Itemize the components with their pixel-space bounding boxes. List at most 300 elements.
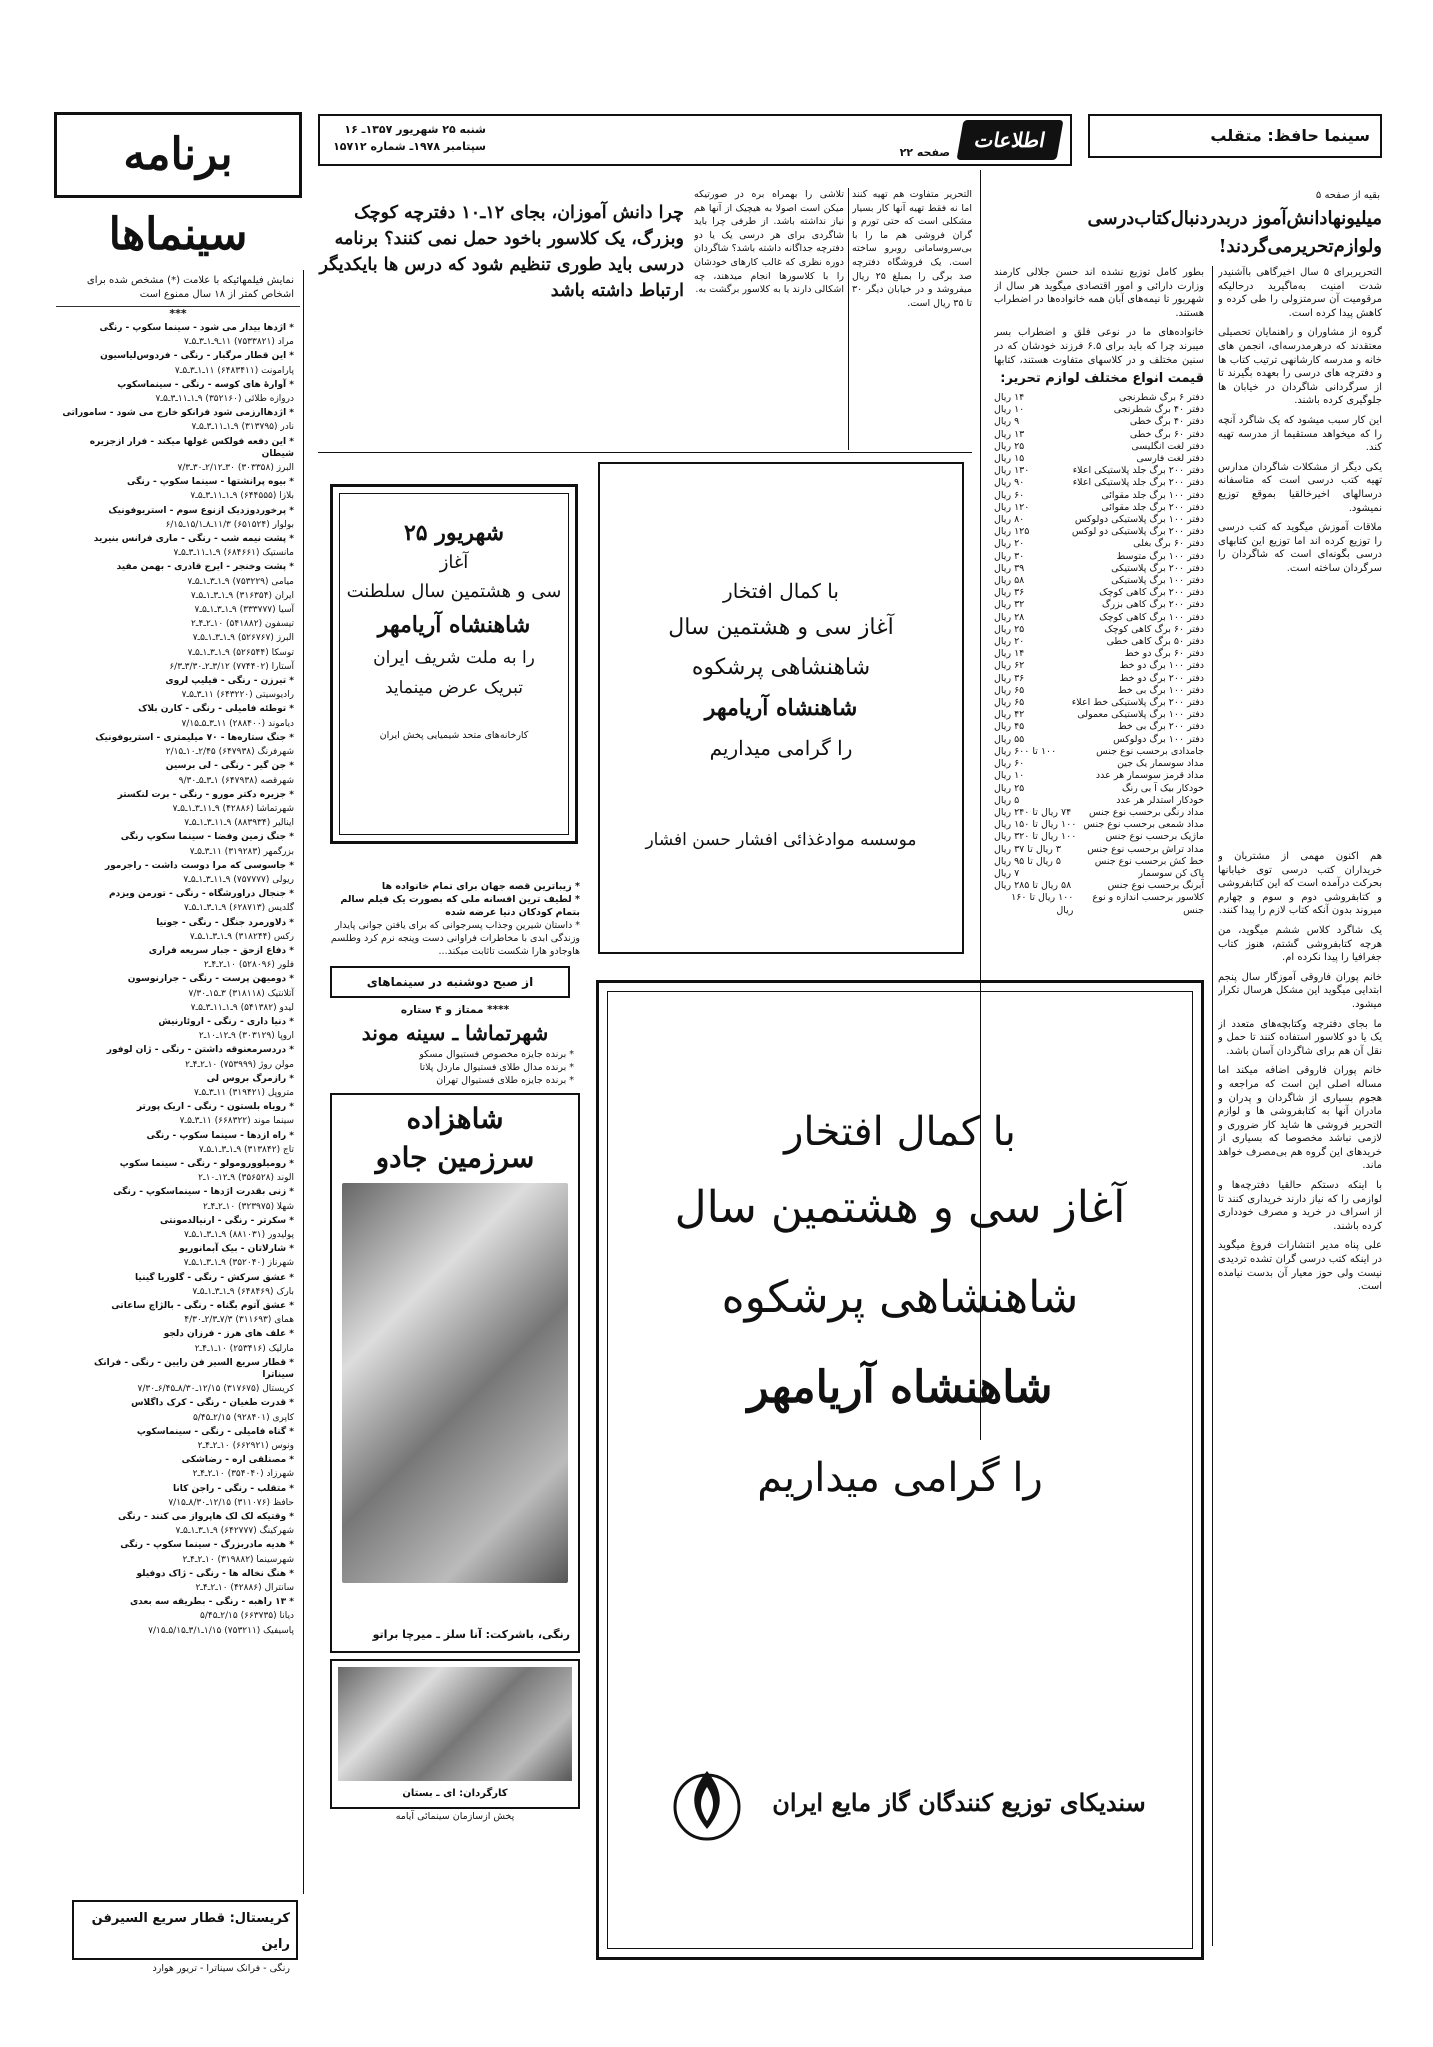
price-row — [994, 648, 1204, 660]
film-bullet: * لطیف ترین افسانه ملی که بصورت یک فیلم سالم بتمام کودکان دنیا عرضه شده — [340, 894, 580, 918]
article-col-b — [994, 266, 1204, 366]
cinema-list-item: * متقلب - رنگی - راجن کانا — [172, 1483, 294, 1494]
cinema-list-item: * عشق آتوم بگناه - رنگی - بالژاچ ساعاتی — [111, 1301, 294, 1312]
cinema-list-item: سانترال (۴۲۸۸۶) ۱۰ـ۲ـ۴ـ۲ — [195, 1583, 294, 1594]
cinema-list-column — [54, 270, 302, 1890]
cinema-list-item: * جنجال دراورشگاه - رنگی - تورمن ویزدم — [109, 889, 294, 900]
film-poster-image — [342, 1183, 568, 1583]
shahanshah-small-ad — [330, 484, 578, 844]
afshar-ad-l2: آغاز سی و هشتمین سال — [668, 615, 894, 640]
cinema-list-item: بارک (۶۴۸۴۶۹) ۹ـ۱ـ۳ـ۱ـ۵ـ۷ — [192, 1286, 294, 1297]
price-value: ۱۰ ریال — [994, 404, 1025, 416]
cinema-list-item: دروازه طلائی (۳۵۲۱۶۰) ۹ـ۱ـ۱۱ـ۳ـ۵ـ۷ — [155, 394, 294, 405]
price-row — [994, 807, 1204, 819]
small-ad-l5: تبریک عرض مینماید — [384, 678, 524, 698]
price-item: کلاسور برحسب اندازه و نوع جنس — [1092, 892, 1204, 916]
price-value: ۶۰ ریال — [994, 758, 1025, 770]
article-paragraph: علی پناه مدیر انتشارات فروغ میگوید در اینکه کتب درسی گران تشده‌ تردیدی نیست ولی حوز معیار آن بدست نیامده است. — [1218, 1240, 1382, 1293]
price-item: دفتر ۱۰۰ برگ پلاستیکی دولوکس — [1074, 514, 1204, 526]
cinema-list-item: فلور (۵۲۸۰۹۶) ۱۰ـ۲ـ۴ـ۲ — [203, 960, 294, 971]
cinema-list-item: ایران (۳۱۶۳۵۴) ۹ـ۱ـ۳ـ۱ـ۵ـ۷ — [190, 590, 294, 601]
cinema-list-item: * این قطار مرگبار - رنگی - فردوس‌لیاسیون — [100, 351, 294, 362]
film-bullet: * داستان شیرین وجذاب پسرجوانی که برای یافتن جوانی پایدار وزندگی ابدی با مخاطرات فراوانی دست وپنجه نرم کرد وطلسم هاوجادو هارا شکست تاثابت میکند... — [330, 920, 580, 957]
cinema-list-item: * قطار سریع السیر فن رایین - رنگی - فرانک سیناترا — [94, 1357, 294, 1381]
film-still — [330, 1659, 580, 1809]
film-rating: ممتاز و ۴ ستاره **** — [400, 1004, 510, 1016]
cinema-list-item: مراد (۷۵۳۳۸۲۱) ۱۱ـ۹ـ۱ـ۳ـ۵ـ۷ — [184, 337, 294, 348]
cinema-list-item: حافظ (۳۱۱۰۷۶) ۱۲/۱۵ـ۸/۳۰ـ۷/۱۵ — [168, 1497, 294, 1508]
price-value: ۲۸ ریال — [994, 611, 1025, 623]
cinema-list-item: نادر (۳۱۳۷۹۵) ۹ـ۱ـ۱۱ـ۳ـ۵ـ۷ — [191, 422, 294, 433]
cinema-list-item: * شارلاتان - بیک آبمانوریو — [179, 1244, 294, 1255]
price-value: ۳۹ ریال — [994, 562, 1025, 574]
small-ad-sig: کارخانه‌های متحد شیمیایی پخش ایران — [379, 730, 529, 741]
price-row — [994, 563, 1204, 575]
price-value: ۲۰ ریال — [994, 636, 1025, 648]
price-value: ۱۰۰ ریال تا ۱۵۰ ریال — [994, 819, 1077, 831]
cinema-list-item: * بیوه پرانشتها - سینما سکوپ - رنگی — [127, 477, 294, 488]
price-item: دفتر ۱۰۰ برگ پلاستیکی — [1111, 575, 1204, 587]
price-row — [994, 746, 1204, 758]
cinema-list-item: * پشت نیمه شب - رنگی - ماری فرانس بنیرید — [93, 534, 294, 545]
price-row — [994, 465, 1204, 477]
price-item: دفتر ۱۰۰ برگ دو خط — [1119, 660, 1204, 672]
article-paragraph: التحریربرای ۵ سال اخیرگاهی باآشنیدر شدت امنیت به‌ما‌گیرید درحالیکه مرقومیت آن سرمتزولی را طی کرده و کاهش پیدا کرده است. — [1218, 267, 1382, 319]
film-bullet: * زیباترین قصه جهان برای تمام خانواده ها — [381, 881, 580, 892]
price-item: دفتر ۲۰۰ برگ کاهی بزرگ — [1102, 599, 1204, 611]
price-value: ۷۴ ریال تا ۲۴۰ ریال — [994, 806, 1072, 818]
price-item: مداد رنگی برحسب نوع جنس — [1088, 806, 1204, 818]
article-paragraph: خانواده‌های ما در نوعی فلق و اضطراب بسر میبرند چرا که باید برای ۶.۵ فرزند خودشان که در سنین مختلف و در کلاسهای متفاوت هستند، کتابها — [994, 327, 1204, 366]
cinema-list-item: کریستال (۳۱۷۶۷۵) ۱۲/۱۵ـ۸/۳۰ـ۶/۴۵ـ۷/۳۰ — [137, 1384, 294, 1395]
cinema-list-item: شهرناز (۳۵۲۰۴۰) ۹ـ۱ـ۳ـ۱ـ۵ـ۷ — [183, 1258, 294, 1269]
cinema-list-item: شهرتماشا (۴۲۸۸۶) ۹ـ۱۱ـ۳ـ۱ـ۵ـ۷ — [172, 803, 294, 814]
price-row — [994, 844, 1204, 856]
price-value: ۱۴ ریال — [994, 392, 1025, 403]
price-item: دفتر ۲۰۰ برگ کاهی کوچک — [1099, 587, 1204, 599]
article-paragraph: با اینکه دستکم حالقیا دفترچه‌ها و لوازمی را که نیاز دارند خریداری کنند تا از اسراف در خرید و مصرف خودداری کرده باشند. — [1218, 1180, 1382, 1232]
cinema-list-item: * هدیه مادربزرگ - سینما سکوپ - رنگی — [120, 1540, 294, 1551]
cinema-list-item: تاج (۳۱۳۸۴۲) ۹ـ۱ـ۳ـ۱ـ۵ـ۷ — [198, 1144, 294, 1155]
cinema-list-item: * دفاع ازحق - جبار سریعه فراری — [148, 945, 294, 956]
film-ad — [330, 880, 580, 1960]
price-item: مداد تراش برحسب نوع جنس — [1087, 843, 1204, 855]
cinema-list-item: البرز (۵۲۶۷۶۷) ۹ـ۱ـ۳ـ۱ـ۵ـ۷ — [192, 633, 294, 644]
price-value: ۲۵ ریال — [994, 440, 1025, 452]
price-item: مداد شمعی برحسب نوع جنس — [1083, 819, 1204, 831]
cinema-list-item: بزرگمهر (۳۱۹۲۸۳) ۱۱ـ۳ـ۵ـ۷ — [189, 846, 294, 857]
article-col-c — [1218, 850, 1382, 1940]
film-distributor: پخش ازسازمان سینمائی آیامه — [395, 1811, 515, 1822]
afshar-ad-l5: را گرامی میداریم — [709, 736, 853, 760]
afshar-ad-l3: شاهنشاهی پرشکوه — [691, 655, 871, 680]
cinema-list-item: اروپا (۳۰۳۱۲۹) ۹ـ۱۲ـ۱۰ـ۲ — [198, 1031, 294, 1042]
price-value: ۸۰ ریال — [994, 514, 1025, 526]
price-item: خودکار بیک آ بی رنگ — [1121, 782, 1204, 794]
cinema-list-item: رکس (۳۱۸۲۴۴) ۹ـ۱ـ۳ـ۱ـ۵ـ۷ — [189, 931, 294, 942]
cinema-list-item: * اژدها بیدار می شود - سینما سکوپ - رنگی — [99, 323, 294, 333]
price-item: دفتر لغت انگلیسی — [1131, 440, 1204, 452]
small-ad-l1: آغاز — [439, 552, 469, 573]
cinema-list-item: میامی (۷۵۳۲۲۹) ۹ـ۱ـ۳ـ۱ـ۵ـ۷ — [187, 576, 294, 587]
price-row — [994, 599, 1204, 611]
price-value: ۹ ریال — [994, 416, 1020, 428]
price-row — [994, 416, 1204, 428]
cinema-list-item: توسکا (۵۲۶۵۴۴) ۹ـ۱ـ۳ـ۱ـ۵ـ۷ — [187, 647, 294, 658]
price-item: ماژیک برحسب نوع جنس — [1105, 831, 1204, 843]
cinema-list-item: پولیدور (۸۸۱۰۳۱) ۹ـ۱ـ۳ـ۱ـ۵ـ۷ — [183, 1230, 294, 1240]
cinema-list-item: * تیرزن - رنگی - فیلیپ لروی — [165, 676, 294, 687]
cinema-list-item: دیاموند (۲۸۸۴۰۰) ۱۱ـ۳ـ۵ـ۷/۱۵ — [181, 718, 294, 729]
cinema-list-item: شهلا (۳۲۳۹۷۵) ۱۰ـ۲ـ۴ـ۲ — [203, 1201, 294, 1212]
price-row — [994, 795, 1204, 807]
price-value: ۶۵ ریال — [994, 697, 1025, 709]
price-value: ۱۵ ریال — [994, 453, 1025, 465]
article-paragraph: بطور کامل توزیع نشده اند حسن جلالی کارمند وزارت دارائی و امور اقتصادی میگوید هر سال از شهریور تا نیمه‌های آبان همه خانواده‌ها در اضطراب هستند. — [994, 267, 1204, 319]
article-paragraph: هم اکنون مهمی از مشتریان و خریداران کتب درسی توی خیابانها بحرکت درآمده است که این کتابفروشی و کتابفروشی دوم و سوم و چهارم میروند بدون آنکه کتاب لازم را پیدا کنند. — [1218, 851, 1382, 917]
film-bullets — [330, 880, 580, 958]
big-ad-logo — [671, 1763, 743, 1843]
cinema-list-item: آتلانتیک (۳۱۸۱۱۸) ۳ـ۱۵ـ۷/۳۰ — [188, 988, 294, 999]
cinema-list-item: همای (۳۱۱۶۹۳) ۷/۳ـ۲/۳ـ۴/۳۰ — [184, 1315, 294, 1326]
bottom-ad-title: کریستال: قطار سریع السیرفن راین — [74, 1902, 296, 1959]
price-row — [994, 636, 1204, 648]
price-row — [994, 819, 1204, 831]
price-row — [994, 477, 1204, 489]
cinema-list — [56, 321, 300, 1638]
price-item: دفتر ۱۰۰ برگ کاهی کوچک — [1099, 611, 1204, 623]
cinema-list-item: * پشت وخنجر - ایرج قادری - بهمن مفید — [116, 562, 294, 573]
price-value: ۳۶ ریال — [994, 587, 1025, 599]
big-ad-l2: آغاز سی و هشتمین سال — [674, 1182, 1126, 1233]
cinema-list-item: * قدرت طغیان - رنگی - کرک داگلاس — [131, 1398, 294, 1409]
cinema-list-item: * علف های هرز - فرزان دلجو — [163, 1329, 294, 1340]
cinema-list-item: دیانا (۶۶۳۷۳۵) ۲/۱۵ـ۵/۴۵ — [200, 1611, 294, 1622]
price-item: دفتر ۲۰۰ برگ پلاستیکی دو لوکس — [1071, 526, 1204, 538]
article-paragraph: یک شاگرد کلاس ششم میگوید، من هرچه کتابفروشی گشتم، هنوز کتاب جغرافیا را پیدا نکرده ام. — [1218, 924, 1382, 964]
cinema-list-item: * جنگ زمین وفضا - سینما سکوپ رنگی — [120, 832, 294, 843]
cinema-list-item: * ۱۳ راهبه - رنگی - بطریقه سه بعدی — [129, 1597, 294, 1608]
cinema-list-item: * این دفعه فولکس غولها میکند - فرار ازجزیره شیطان — [89, 436, 294, 459]
big-ad-l1: با کمال افتخار — [784, 1109, 1016, 1155]
price-item: دفتر ۲۰۰ برگ بی خط — [1117, 721, 1204, 733]
price-item: دفتر ۲۰۰ برگ جلد پلاستیکی اعلاء — [1072, 477, 1204, 489]
cinema-list-item: * وقتیکه لک لک هاپرواز می کنند - رنگی — [117, 1512, 294, 1523]
article-paragraph: خانم پوران فاروقی آموزگار سال پنجم ابتدایی میگوید این مشکل هرسال تکرار میشود. — [1218, 971, 1382, 1010]
cinema-list-item: الوند (۳۵۶۵۲۸) ۹ـ۱۲ـ۱۰ـ۲ — [198, 1173, 294, 1184]
price-value: ۳۰ ریال — [994, 550, 1025, 562]
cinema-list-item: * اژدها‌ارزمی شود فرانکو خارج می شود - ساموراتی — [62, 408, 294, 419]
price-row — [994, 514, 1204, 526]
price-row — [994, 392, 1204, 404]
film-cinemas: شهرتماشا ـ سینه موند — [361, 1021, 549, 1045]
cinema-list-item: * رومیلوورومولو - رنگی - سینما سکوپ — [119, 1158, 294, 1169]
price-list — [994, 392, 1204, 952]
feature-col-2: التحریر متفاوت هم تهیه کنند اما نه فقط تهیه آنها کار بسیار مشکلی است که حتی تورم و گران فروشی هم ما را با بی‌سروسامانی روبرو ساخته است. یک فروشگاه دفترچه صد برگی را بمبلغ ۲۵ ریال میفروشد و در خیابان دیگر ۳۰ تا ۳۵ ریال است. — [852, 189, 972, 309]
small-ad-l2: سی و هشتمین سال سلطنت — [346, 581, 562, 602]
price-row — [994, 624, 1204, 636]
price-value: ۳۲ ریال — [994, 599, 1025, 611]
cinema-list-item: * عشق سرکش - رنگی - گلوریا گینیا — [135, 1272, 294, 1283]
price-value: ۲۵ ریال — [994, 623, 1025, 635]
article-paragraph: این کار سبب میشود که یک شاگرد آنچه را که میخواهد مستقیما از مدرسه تهیه کند. — [1218, 414, 1382, 454]
cinema-list-item: البرز (۳۰۳۳۵۸) ۳۰ـ۲/۱۲ـ۳۰ـ۷/۳ — [177, 463, 294, 474]
cinema-list-item: * پرخوردوزدیک ازنوع سوم - استریوفونیک — [108, 505, 294, 516]
price-item: دفتر ۲۰۰ برگ دو خط — [1119, 672, 1204, 684]
price-item: مداد قرمز سوسمار هر عدد — [1095, 770, 1204, 782]
cinema-list-item: مانستیک (۶۸۴۶۶۱) ۹ـ۱ـ۱۱ـ۳ـ۵ـ۷ — [173, 548, 294, 559]
cinema-top-label: سینما حافظ: متقلب — [1210, 126, 1370, 145]
big-ad-l4: شاهنشاه آریامهر — [747, 1362, 1053, 1413]
film-title-2: سرزمین جادو — [375, 1141, 535, 1174]
article-paragraph: خانم پوران فاروقی اضافه میکند اما مساله اصلی این است که مراجعه و هجوم بسیاری از شاگردان و پدران و مادران آنها به کتابفروشی ها و لوازم التحریر فروشی ها شاید کار ضروری و لازمی نباشد مخصوصا که بسیاری از خریدهای این گروه هم بی‌مصرف خواهد ماند. — [1218, 1065, 1382, 1172]
cinema-list-item: * جن گیر - رنگی - لی برسین — [165, 761, 294, 772]
price-value: ۱۰ ریال — [994, 770, 1025, 782]
price-value: ۵ ریال — [994, 794, 1020, 806]
cinema-list-item: * مصنلقی اره - رضا‌شکی — [181, 1455, 294, 1466]
price-value: ۱۴ ریال — [994, 648, 1025, 660]
price-value: ۵۸ ریال تا ۲۸۵ ریال — [994, 880, 1072, 892]
newspaper-logo — [956, 120, 1063, 160]
price-value: ۲۰ ریال — [994, 538, 1025, 550]
big-ad-l3: شاهنشاهی پرشکوه — [721, 1272, 1079, 1323]
film-title-1: شاهزاده — [406, 1102, 504, 1135]
cinema-list-item: رادیوسیتی (۶۴۳۲۲۰) ۱۱ـ۳ـ۵ـ۷ — [181, 690, 294, 701]
price-value: ۱۲۵ ریال — [994, 526, 1030, 538]
cinema-list-item: * رازمرگ بروس لی — [206, 1073, 294, 1084]
price-title: قیمت انواع مختلف لوازم تحریر: — [1000, 371, 1204, 386]
cinema-list-item: * رویاه بلستون - رنگی - اریک پورتر — [136, 1102, 294, 1113]
price-value: ۱۳ ریال — [994, 428, 1025, 440]
price-item: دفتر ۴۰ برگ خطی — [1129, 416, 1204, 428]
price-row — [994, 685, 1204, 697]
newspaper-logo-text: اطلاعات — [972, 128, 1048, 152]
cinema-list-item: * دردسرمعنوقه داشتن - رنگی - ژان لوفور — [106, 1045, 294, 1056]
price-row — [994, 892, 1204, 916]
price-row — [994, 721, 1204, 733]
cinema-list-item: گلدیس (۶۲۸۷۱۳) ۹ـ۱ـ۳ـ۱ـ۵ـ۷ — [184, 903, 294, 914]
price-row — [994, 441, 1204, 453]
price-row — [994, 526, 1204, 538]
cinema-list-item: مارلیک (۲۵۳۴۱۶) ۱۰ـ۱ـ۴ـ۲ — [194, 1343, 294, 1354]
cinema-list-item: ونوس (۶۶۲۹۲۱) ۱۰ـ۲ـ۴ـ۲ — [197, 1441, 294, 1452]
cinema-list-item: بلازا (۶۴۴۵۵۵) ۹ـ۱ـ۱۱ـ۳ـ۵ـ۷ — [190, 491, 294, 502]
price-item: آبرنگ برحسب نوع جنس — [1107, 880, 1204, 892]
price-item: دفتر ۲۰۰ برگ جلد پلاستیکی اعلاء — [1072, 465, 1204, 477]
price-row — [994, 575, 1204, 587]
cinema-list-item: پاسیفیک (۷۵۳۲۱۱) ۱/۱۵ـ۳/۱ـ۵/۱۵ـ۷/۱۵ — [148, 1625, 294, 1636]
price-value: ۶۰ ریال — [994, 489, 1025, 501]
price-item: دفتر ۱۰۰ برگ متوسط — [1116, 550, 1204, 562]
program-title-box — [54, 112, 302, 260]
cinema-list-item: * آوارهٔ های کوسه - رنگی - سینماسکوپ — [117, 379, 294, 390]
film-award: * برنده جایزه طلای فستیوال تهران — [436, 1075, 574, 1086]
date-line-2: سپتامبر ۱۹۷۸ـ شماره ۱۵۷۱۲ — [333, 140, 486, 153]
price-value: ۷ ریال — [994, 867, 1020, 879]
cinema-list-item: * توطئه فامیلی - رنگی - کارن بلاک — [138, 704, 294, 715]
price-row — [994, 502, 1204, 514]
article-paragraph: گروه از مشاوران و راهنمایان تحصیلی معتقدند که درهرمدرسه‌ای، انجمن های خانه و مدرسه کارشانهی ترتیب کتاب ها و دفترچه های درسی را بعهده بگیرند تا از سرگردانی شاگردان در خیابان ها جلوگیری کرده باشند. — [1218, 327, 1382, 407]
cinema-list-item: * گناه فامیلی - رنگی - سینماسکوپ — [136, 1426, 294, 1437]
date-header — [318, 114, 1072, 166]
price-row — [994, 587, 1204, 599]
film-monday: از صبح دوشنبه در سینماهای — [366, 975, 534, 989]
flame-logo-icon — [671, 1763, 743, 1843]
bottom-cinema-ad — [72, 1900, 298, 1974]
price-item: دفتر ۲۰۰ برگ پلاستیکی خط اعلاء — [1071, 697, 1204, 709]
cinema-list-item: سینما موند (۶۶۸۳۲۲) ۱۱ـ۳ـ۵ـ۷ — [179, 1116, 294, 1127]
price-value: ۱۳۰ ریال — [994, 465, 1030, 477]
price-item: دفتر ۱۰۰ برگ بی خط — [1117, 684, 1204, 696]
price-item: دفتر ۱۰۰ برگ پلاستیکی معمولی — [1077, 709, 1204, 721]
cinema-list-item: متروپل (۳۱۹۴۲۱) ۱۱ـ۳ـ۵ـ۷ — [193, 1087, 294, 1098]
cinema-list-item: شهرسینما (۳۱۹۸۸۲) ۱۰ـ۲ـ۴ـ۲ — [182, 1554, 294, 1565]
cinema-list-item: شهرفرنگ (۶۴۷۹۳۸) ۲/۴۵ـ۱۰ـ۲/۱۵ — [165, 747, 294, 758]
cinema-list-item: ریولی (۷۵۷۷۷۷) ۹ـ۱۱ـ۳ـ۱ـ۵ـ۷ — [183, 874, 294, 885]
cinema-list-item: بولوار (۶۵۱۵۲۴) ۱۱/۳ـ۸ـ۱۵/۱ـ۶/۱۵ — [165, 519, 294, 530]
price-item: پاک کن سوسمار — [1138, 867, 1204, 879]
film-poster — [330, 1093, 580, 1653]
price-item: دفتر ۴۰ برگ شطرنجی — [1113, 404, 1204, 416]
price-item: دفتر ۵۰ برگ کاهی خطی — [1106, 636, 1204, 648]
price-row — [994, 758, 1204, 770]
cinema-list-item: * راه ازدها - سینما سکوپ - رنگی — [146, 1130, 294, 1141]
program-title: برنامه سینماها — [108, 129, 248, 260]
cinema-list-item: * دلاورمرد جنگل - رنگی - جونیا — [156, 917, 294, 928]
article-headline-1: میلیونهادانش‌آموز دربدردنبال‌کتاب‌درسی — [1087, 208, 1382, 229]
price-value: ۵۵ ریال — [994, 733, 1025, 745]
price-item: خط کش برحسب نوع جنس — [1094, 855, 1204, 867]
price-row — [994, 734, 1204, 746]
afshar-ad-l1: با کمال افتخار — [723, 579, 839, 603]
price-row — [994, 697, 1204, 709]
price-item: دفتر ۶۰ برگ خطی — [1129, 428, 1204, 440]
price-item: دفتر ۶ برگ شطرنجی — [1118, 392, 1204, 403]
price-item: جامدادی برحسب نوع جنس — [1096, 745, 1204, 757]
cinema-list-item: شهرقصه (۶۴۷۹۳۸) ۱ـ۳ـ۵ـ۹/۳۰ — [178, 775, 294, 786]
price-row — [994, 856, 1204, 868]
film-cast: رنگی، باشرکت: آنا سلز ـ میرچا براتو — [372, 1628, 570, 1641]
price-value: ۱۰۰ ریال تا ۱۶۰ ریال — [1011, 892, 1074, 916]
cinema-list-item: * جاسوسی که مرا دوست داشت - راجرمور — [104, 860, 294, 871]
afshar-ad — [598, 462, 964, 954]
price-item: دفتر ۱۰۰ برگ دولوکس — [1113, 733, 1204, 745]
bottom-ad-sub: رنگی - فرانک سیناترا - تریور هوارد — [152, 1963, 290, 1974]
cinema-list-item: * دنیا داری - رنگی - اروئارنیش — [158, 1016, 294, 1027]
cinema-list-item: * جنگ ستاره‌ها - ۷۰ میلیمتری - استریوفونیک — [95, 732, 294, 743]
big-ad-sig: سندیکای توزیع کنندگان گاز مایع ایران — [772, 1788, 1146, 1817]
article-paragraph: ملاقات آموزش میگوید که کتب درسی را توزیع کرده اند اما توزیع این کتابهای درسی بگونه‌ای است که شاگردان را سرگردان ساخته است. — [1218, 522, 1382, 574]
price-item: دفتر ۶۰ برگ دو خط — [1124, 648, 1204, 660]
price-item: مداد سوسمار یک جین — [1117, 758, 1204, 770]
price-item: دفتر ۶۰ برگ کاهی کوچک — [1104, 623, 1204, 635]
cinema-list-item: * جزیره دکتر مورو - رنگی - برت لنکستر — [117, 789, 294, 800]
film-award: * برنده جایزه مخصوص فستیوال مسکو — [419, 1049, 574, 1060]
price-value: ۵ ریال تا ۹۵ ریال — [994, 855, 1062, 867]
cinema-list-item: کاپری (۹۲۸۴۰۱) ۲/۱۵ـ۵/۴۵ — [192, 1412, 294, 1423]
price-row — [994, 673, 1204, 685]
afshar-ad-l4: شاهنشاه آریامهر — [704, 695, 858, 721]
article-paragraph: یکی دیگر از مشکلات شاگردان مدارس تهیه کتب درسی است که متاسفانه درسالهای اخیرخالقیا بموقع توزیع نمیشود. — [1218, 461, 1382, 514]
price-row — [994, 404, 1204, 416]
article-headline-2: ولوازم‌تحریرمی‌گردند! — [1218, 236, 1382, 257]
cinema-list-stars: *** — [169, 307, 187, 320]
cinema-list-item: مولن روژ (۷۵۳۹۹۹) ۱۰ـ۲ـ۴ـ۲ — [185, 1059, 294, 1070]
price-row — [994, 429, 1204, 441]
price-item: دفتر ۱۰۰ برگ جلد مقوائی — [1101, 489, 1204, 501]
big-ad-l5: را گرامی میداریم — [757, 1455, 1043, 1501]
price-value: ۳ ریال تا ۳۷ ریال — [994, 843, 1062, 855]
price-value: ۴۵ ریال — [994, 721, 1025, 733]
film-awards — [330, 1048, 580, 1087]
price-item: دفتر ۲۰۰ برگ جلد مقوائی — [1101, 501, 1204, 513]
cinema-top-box — [1088, 114, 1382, 158]
date-line-1: شنبه ۲۵ شهریور ۱۳۵۷ـ ۱۶ — [344, 123, 486, 136]
price-value: ۵۸ ریال — [994, 575, 1025, 587]
price-value: ۳۶ ریال — [994, 672, 1025, 684]
small-ad-l4: را به ملت شریف ایران — [373, 648, 535, 668]
cinema-list-item: شهرزاد (۳۵۴۰۴۰) ۱۰ـ۲ـ۴ـ۲ — [192, 1469, 294, 1480]
feature-col-1: تلاشی را بهمراه بره در صورتیکه میکن است اصولا به هیچیک از آنها هم نیاز نداشته باشد. از طرفی چرا باید شاگردی برای هر درسی یک یا دو دفترچه جداگانه داشته باشد؟ شاگردان دوره نظری که غالب کارهای خودشان را با کلاسورها انجام میدهند، چه اشکالی دارند یا به کلاسور برگشت به. — [694, 189, 844, 296]
price-value: ۲۵ ریال — [994, 782, 1025, 794]
cinema-list-item: * هنگ نخاله ها - رنگی - ژاک دوفیلو — [136, 1568, 294, 1579]
cinema-list-item: تیسفون (۵۴۱۸۸۲) ۱۰ـ۲ـ۴ـ۲ — [191, 619, 294, 630]
cinema-list-item: * زنی بقدرت اژدها - سینماسکوپ - رنگی — [113, 1187, 294, 1198]
price-row — [994, 453, 1204, 465]
price-value: ۱۲۰ ریال — [994, 501, 1030, 513]
article-paragraph: ما بجای دفترچه وکتابچه‌های متعدد از یک یا دو کلاسور استفاده کنند تا حمل و نقل آن هم برای شاگردان آسان باشد. — [1218, 1018, 1382, 1057]
price-row — [994, 868, 1204, 880]
article-continued: بقیه از صفحه ۵ — [1315, 190, 1380, 201]
price-row — [994, 660, 1204, 672]
cinema-list-intro: نمایش فیلمهائیکه با علامت (*) مشخص شده برای اشخاص کمتر از ۱۸ سال ممنوع است — [56, 272, 300, 307]
price-row — [994, 880, 1204, 892]
film-director: کارگردان: ای ـ بستان — [402, 1788, 508, 1799]
page-label: صفحه ۲۲ — [899, 146, 950, 159]
price-value: ۹۰ ریال — [994, 477, 1025, 489]
cinema-list-item: اینالیر (۸۸۳۹۳۴) ۹ـ۱۱ـ۳ـ۱ـ۵ـ۷ — [184, 818, 294, 829]
price-item: خودکار استدلر هر عدد — [1116, 794, 1204, 806]
price-row — [994, 770, 1204, 782]
cinema-list-item: آسیا (۳۳۳۷۷۷) ۹ـ۱ـ۳ـ۱ـ۵ـ۷ — [194, 605, 294, 616]
price-row — [994, 538, 1204, 550]
price-value: ۱۰۰ ریال تا ۳۲۰ ریال — [994, 831, 1077, 843]
price-row — [994, 783, 1204, 795]
price-row — [994, 490, 1204, 502]
price-item: دفتر لغت فارسی — [1136, 453, 1204, 465]
price-value: ۴۲ ریال — [994, 709, 1025, 721]
cinema-list-item: شهرکینگ (۶۴۲۷۷۷) ۹ـ۱ـ۳ـ۱ـ۵ـ۷ — [175, 1526, 294, 1537]
cinema-list-item: آستارا (۷۷۴۴۰۲) ۳/۱۲ـ۲ـ۳/۳۰ـ۶/۳ — [169, 661, 294, 672]
price-value: ۶۲ ریال — [994, 660, 1025, 672]
price-row — [994, 831, 1204, 843]
cinema-list-item: * سکرتر - رنگی - ارنیالدمونتی — [159, 1215, 294, 1226]
price-row — [994, 709, 1204, 721]
price-row — [994, 551, 1204, 563]
afshar-ad-sig: موسسه موادغذائی افشار حسن افشار — [645, 830, 917, 850]
cinema-list-item: پارامونت (۶۴۸۳۴۱۱) ۱۱ـ۱ـ۳ـ۵ـ۷ — [174, 365, 294, 376]
film-still-image — [338, 1667, 572, 1781]
price-item: دفتر ۶۰ برگ بغلی — [1133, 538, 1204, 550]
small-ad-l3: شاهنشاه آریامهر — [377, 612, 531, 638]
price-item: دفتر ۲۰۰ برگ پلاستیکی — [1111, 562, 1204, 574]
small-ad-date: ۲۵ شهریور — [403, 520, 505, 546]
big-ad — [596, 980, 1204, 1960]
film-award: * برنده مدال طلای فستیوال ماردل پلاتا — [419, 1062, 574, 1073]
price-row — [994, 612, 1204, 624]
feature-headline: چرا دانش آموزان، بجای ۱۲ـ۱۰ دفترچه کوچک وبزرگ، یک کلاسور باخود حمل نمی کنند؟ برنامه درسی باید طوری تنظیم شود که درس ها بایکدیگر ارتباط داشته باشد — [319, 203, 684, 301]
cinema-list-item: لیدو (۵۴۱۳۸۲) ۹ـ۱ـ۱۱ـ۳ـ۵ـ۷ — [190, 1002, 294, 1013]
